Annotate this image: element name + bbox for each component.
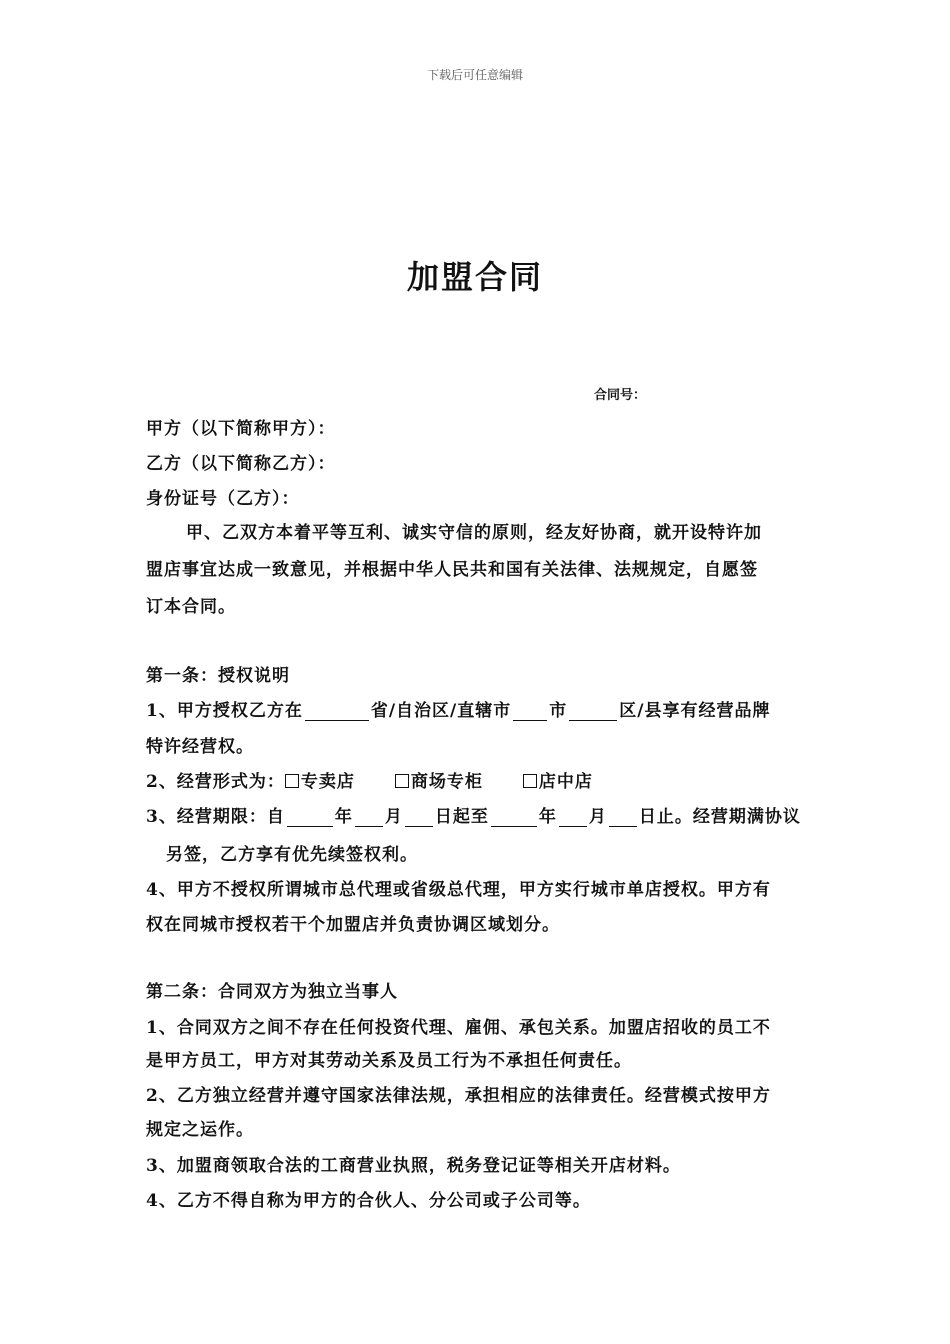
item3-year2: 年 [538, 807, 557, 827]
start-day-blank [405, 809, 433, 827]
article2-line-2: 是甲方员工，甲方对其劳动关系及员工行为不承担任何责任。 [146, 1051, 632, 1071]
article1-item3 [146, 802, 801, 827]
party-b-line: 乙方（以下简称乙方）： [146, 454, 336, 474]
item3-month: 月 [384, 807, 403, 827]
checkbox-icon[interactable] [395, 774, 409, 788]
item3-end: 日止。经营期满协议 [638, 807, 801, 827]
header-note: 下载后可任意编辑 [426, 68, 523, 82]
party-a-line: 甲方（以下简称甲方）： [146, 419, 336, 439]
item3-year: 年 [334, 807, 353, 827]
end-day-blank [609, 809, 637, 827]
article2-line-5: 3、加盟商领取合法的工商营业执照，税务登记证等相关开店材料。 [146, 1156, 681, 1176]
checkbox-icon[interactable] [285, 774, 299, 788]
end-year-blank [491, 809, 537, 827]
item1-seg3: 区/县享有经营品牌 [619, 701, 771, 721]
item3-prefix: 3、经营期限：自 [146, 807, 285, 827]
start-year-blank [287, 809, 333, 827]
id-number-line: 身份证号（乙方）： [146, 489, 300, 509]
article1-item3-cont: 另签，乙方享有优先续签权利。 [166, 845, 418, 865]
item1-prefix: 1、甲方授权乙方在 [146, 701, 303, 721]
end-month-blank [559, 809, 587, 827]
article2-line-6: 4、乙方不得自称为甲方的合伙人、分公司或子公司等。 [146, 1191, 591, 1211]
preamble-line-2: 盟店事宜达成一致意见，并根据中华人民共和国有关法律、法规规定，自愿签 [146, 560, 758, 580]
contract-number-label: 合同号： [594, 388, 647, 403]
item1-seg2: 市 [549, 701, 568, 721]
city-blank [513, 703, 547, 721]
article2-heading: 第二条：合同双方为独立当事人 [146, 982, 398, 1002]
checkbox-icon[interactable] [523, 774, 537, 788]
item1-seg1: 省/自治区/直辖市 [370, 701, 512, 721]
item3-month2: 月 [588, 807, 607, 827]
article2-line-1: 1、合同双方之间不存在任何投资代理、雇佣、承包关系。加盟店招收的员工不 [146, 1018, 771, 1038]
option-label: 店中店 [538, 772, 593, 792]
article1-item1 [146, 696, 770, 721]
article1-item2 [146, 767, 593, 792]
province-blank [305, 703, 369, 721]
article1-heading: 第一条：授权说明 [146, 666, 290, 686]
item3-from: 日起至 [434, 807, 489, 827]
preamble-line-1: 甲、乙双方本着平等互利、诚实守信的原则，经友好协商，就开设特许加 [186, 523, 762, 543]
option-shop-in-shop [523, 767, 593, 792]
start-month-blank [355, 809, 383, 827]
option-mall-counter [395, 767, 483, 792]
article1-item4-line1: 4、甲方不授权所谓城市总代理或省级总代理，甲方实行城市单店授权。甲方有 [146, 880, 771, 900]
option-exclusive-store [285, 767, 355, 792]
item2-prefix: 2、经营形式为： [146, 772, 285, 792]
document-title: 加盟合同 [406, 258, 543, 296]
option-label: 商场专柜 [410, 772, 483, 792]
preamble-line-3: 订本合同。 [146, 597, 236, 617]
article2-line-3: 2、乙方独立经营并遵守国家法律法规，承担相应的法律责任。经营模式按甲方 [146, 1086, 771, 1106]
article1-item4-line2: 权在同城市授权若干个加盟店并负责协调区域划分。 [146, 915, 560, 935]
article1-item1-cont: 特许经营权。 [146, 737, 254, 757]
option-label: 专卖店 [300, 772, 355, 792]
article2-line-4: 规定之运作。 [146, 1120, 254, 1140]
district-blank [569, 703, 617, 721]
